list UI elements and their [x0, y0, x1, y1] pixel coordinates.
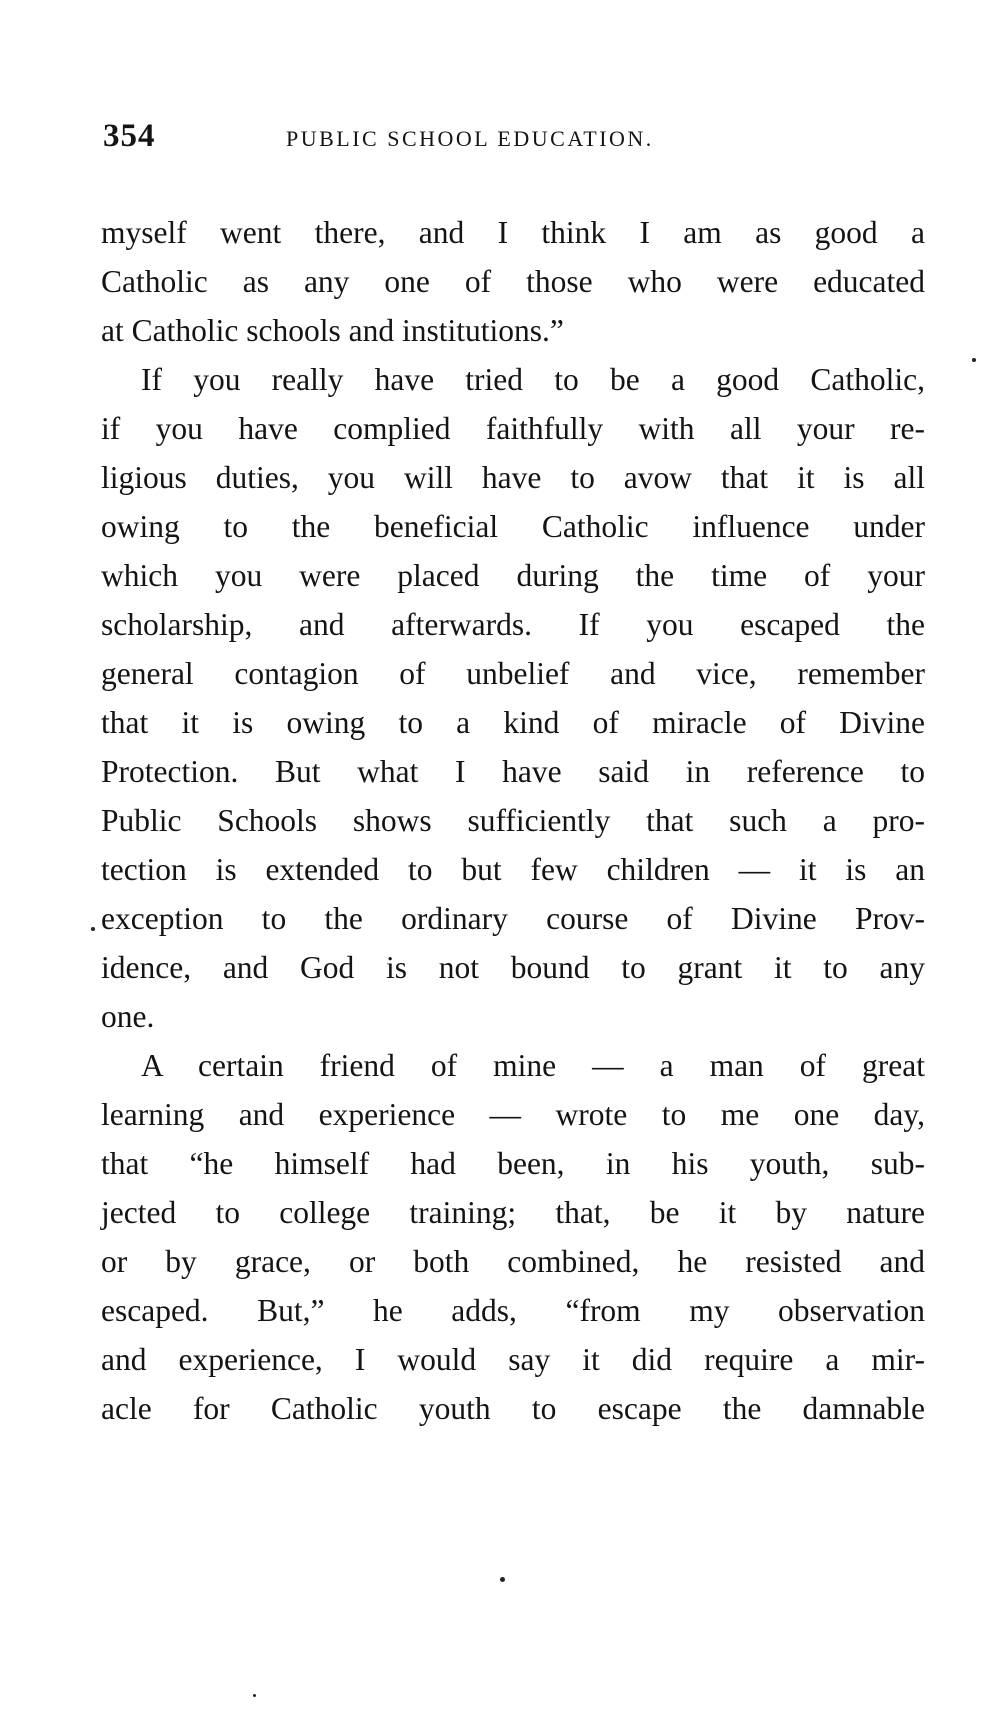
text-line: If you really have tried to be a good Catholic,: [141, 362, 925, 397]
paragraph-2: [101, 355, 925, 1041]
text-line: which you were placed during the time of your: [101, 558, 925, 593]
text-line: Protection. But what I have said in reference to: [101, 754, 925, 789]
text-line: ligious duties, you will have to avow that it is all: [101, 460, 925, 495]
text-line: idence, and God is not bound to grant it to any: [101, 950, 925, 985]
text-line: Public Schools shows sufficiently that such a pro-: [101, 803, 925, 838]
text-line: Catholic as any one of those who were educated: [101, 264, 925, 299]
running-head: PUBLIC SCHOOL EDUCATION.: [286, 126, 654, 151]
text-line: that it is owing to a kind of miracle of Divine: [101, 705, 925, 740]
text-line: if you have complied faithfully with all your re-: [101, 411, 925, 446]
body-text: [101, 208, 925, 1433]
text-line: general contagion of unbelief and vice, remember: [101, 656, 925, 691]
text-line: acle for Catholic youth to escape the damnable: [101, 1391, 925, 1426]
text-line: myself went there, and I think I am as good a: [101, 215, 925, 250]
text-line: A certain friend of mine — a man of great: [141, 1048, 925, 1083]
scan-speck: [972, 358, 976, 362]
text-line: escaped. But,” he adds, “from my observation: [101, 1293, 925, 1328]
text-line: that “he himself had been, in his youth, sub-: [101, 1146, 925, 1181]
scan-speck: [500, 1577, 505, 1582]
page-number: 354: [103, 118, 156, 154]
text-line: exception to the ordinary course of Divine Prov-: [101, 901, 925, 936]
text-line: scholarship, and afterwards. If you escaped the: [101, 607, 925, 642]
scan-speck: [91, 927, 95, 931]
text-line: at Catholic schools and institutions.”: [101, 313, 564, 348]
text-line: or by grace, or both combined, he resisted and: [101, 1244, 925, 1279]
text-line: jected to college training; that, be it by nature: [101, 1195, 925, 1230]
scan-speck: [253, 1694, 256, 1697]
page-header: [103, 118, 743, 162]
paragraph-3: [101, 1041, 925, 1433]
paragraph-1: [101, 208, 925, 355]
text-line: one.: [101, 999, 155, 1034]
text-line: learning and experience — wrote to me one day,: [101, 1097, 925, 1132]
text-line: owing to the beneficial Catholic influence under: [101, 509, 925, 544]
text-line: tection is extended to but few children — it is an: [101, 852, 925, 887]
text-line: and experience, I would say it did require a mir-: [101, 1342, 925, 1377]
